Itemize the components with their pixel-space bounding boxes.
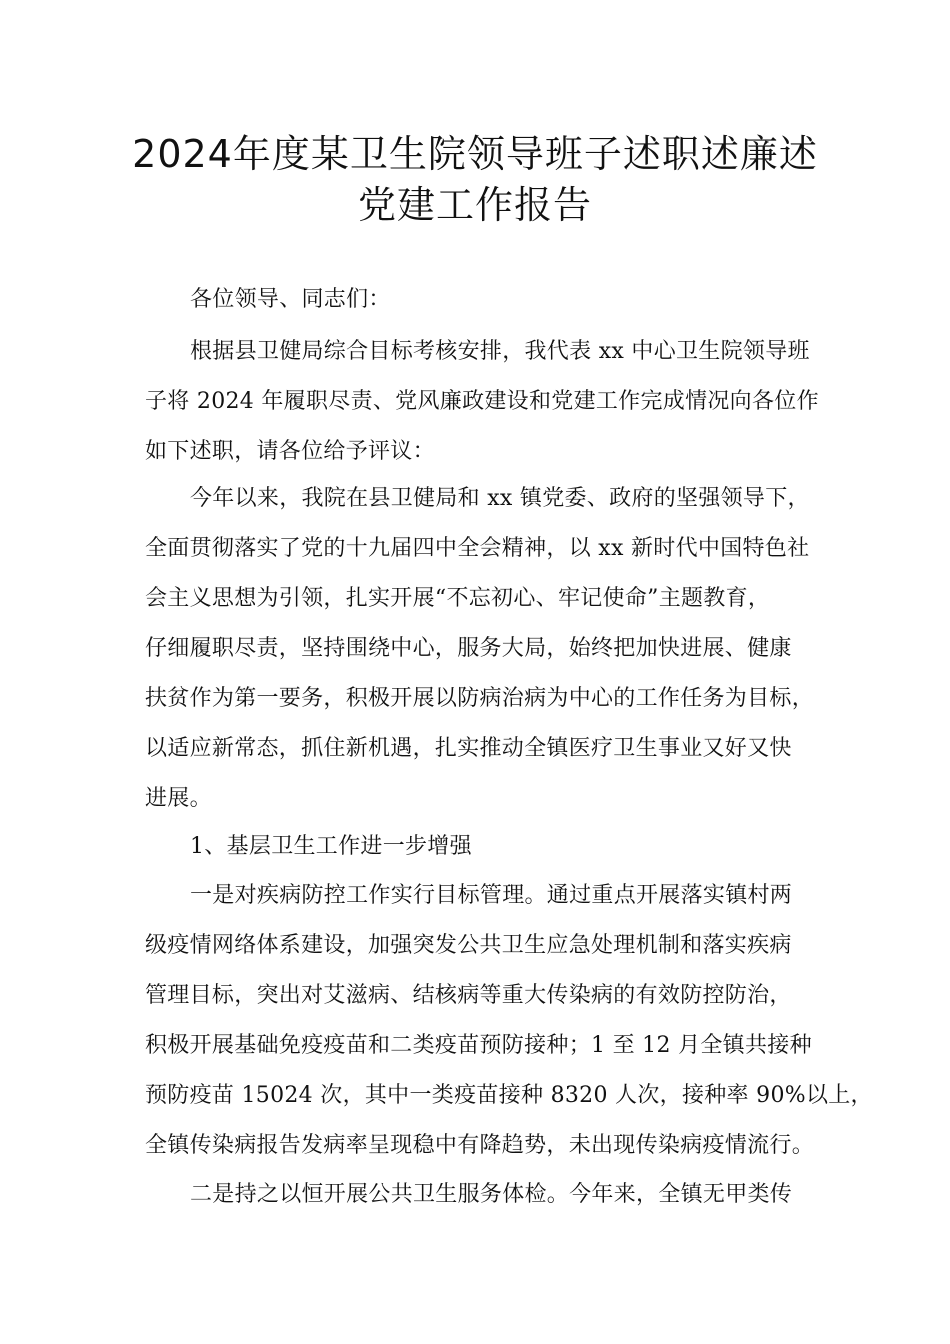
paragraph-line: 根据县卫健局综合目标考核安排，我代表 xx 中心卫生院领导班 [190, 339, 810, 364]
paragraph-line: 管理目标，突出对艾滋病、结核病等重大传染病的有效防控防治， [145, 983, 792, 1008]
paragraph-line: 今年以来，我院在县卫健局和 xx 镇党委、政府的坚强领导下， [190, 486, 810, 511]
paragraph-disease-control [145, 871, 873, 1171]
paragraph-line: 进展。 [145, 786, 212, 811]
paragraph-line: 子将 2024 年履职尽责、党风廉政建设和党建工作完成情况向各位作 [145, 389, 819, 414]
section-heading: 1、基层卫生工作进一步增强 [190, 834, 472, 859]
paragraph-line: 一是对疾病防控工作实行目标管理。通过重点开展落实镇村两 [190, 883, 793, 908]
paragraph-line: 全镇传染病报告发病率呈现稳中有降趋势，未出现传染病疫情流行。 [145, 1133, 815, 1158]
paragraph-line: 仔细履职尽责，坚持围绕中心，服务大局，始终把加快进展、健康 [145, 636, 792, 661]
document-title-line1: 2024年度某卫生院领导班子述职述廉述 [132, 132, 818, 176]
paragraph-line: 积极开展基础免疫疫苗和二类疫苗预防接种；1 至 12 月全镇共接种 [145, 1033, 812, 1058]
paragraph-line: 会主义思想为引领，扎实开展“不忘初心、牢记使命”主题教育， [145, 586, 771, 611]
paragraph-line: 如下述职，请各位给予评议： [145, 439, 435, 464]
paragraph-overview [145, 474, 835, 824]
paragraph-intro [145, 327, 835, 477]
paragraph-line: 预防疫苗 15024 次，其中一类疫苗接种 8320 人次，接种率 90%以上， [145, 1083, 873, 1108]
paragraph-line: 以适应新常态，抓住新机遇，扎实推动全镇医疗卫生事业又好又快 [145, 736, 792, 761]
paragraph-public-health [145, 1170, 835, 1220]
document-title-line2: 党建工作报告 [357, 183, 592, 227]
paragraph-line: 二是持之以恒开展公共卫生服务体检。今年来，全镇无甲类传 [190, 1182, 793, 1207]
paragraph-line: 全面贯彻落实了党的十九届四中全会精神，以 xx 新时代中国特色社 [145, 536, 810, 561]
salutation: 各位领导、同志们： [190, 287, 391, 312]
paragraph-line: 扶贫作为第一要务，积极开展以防病治病为中心的工作任务为目标， [145, 686, 815, 711]
paragraph-line: 级疫情网络体系建设，加强突发公共卫生应急处理机制和落实疾病 [145, 933, 792, 958]
